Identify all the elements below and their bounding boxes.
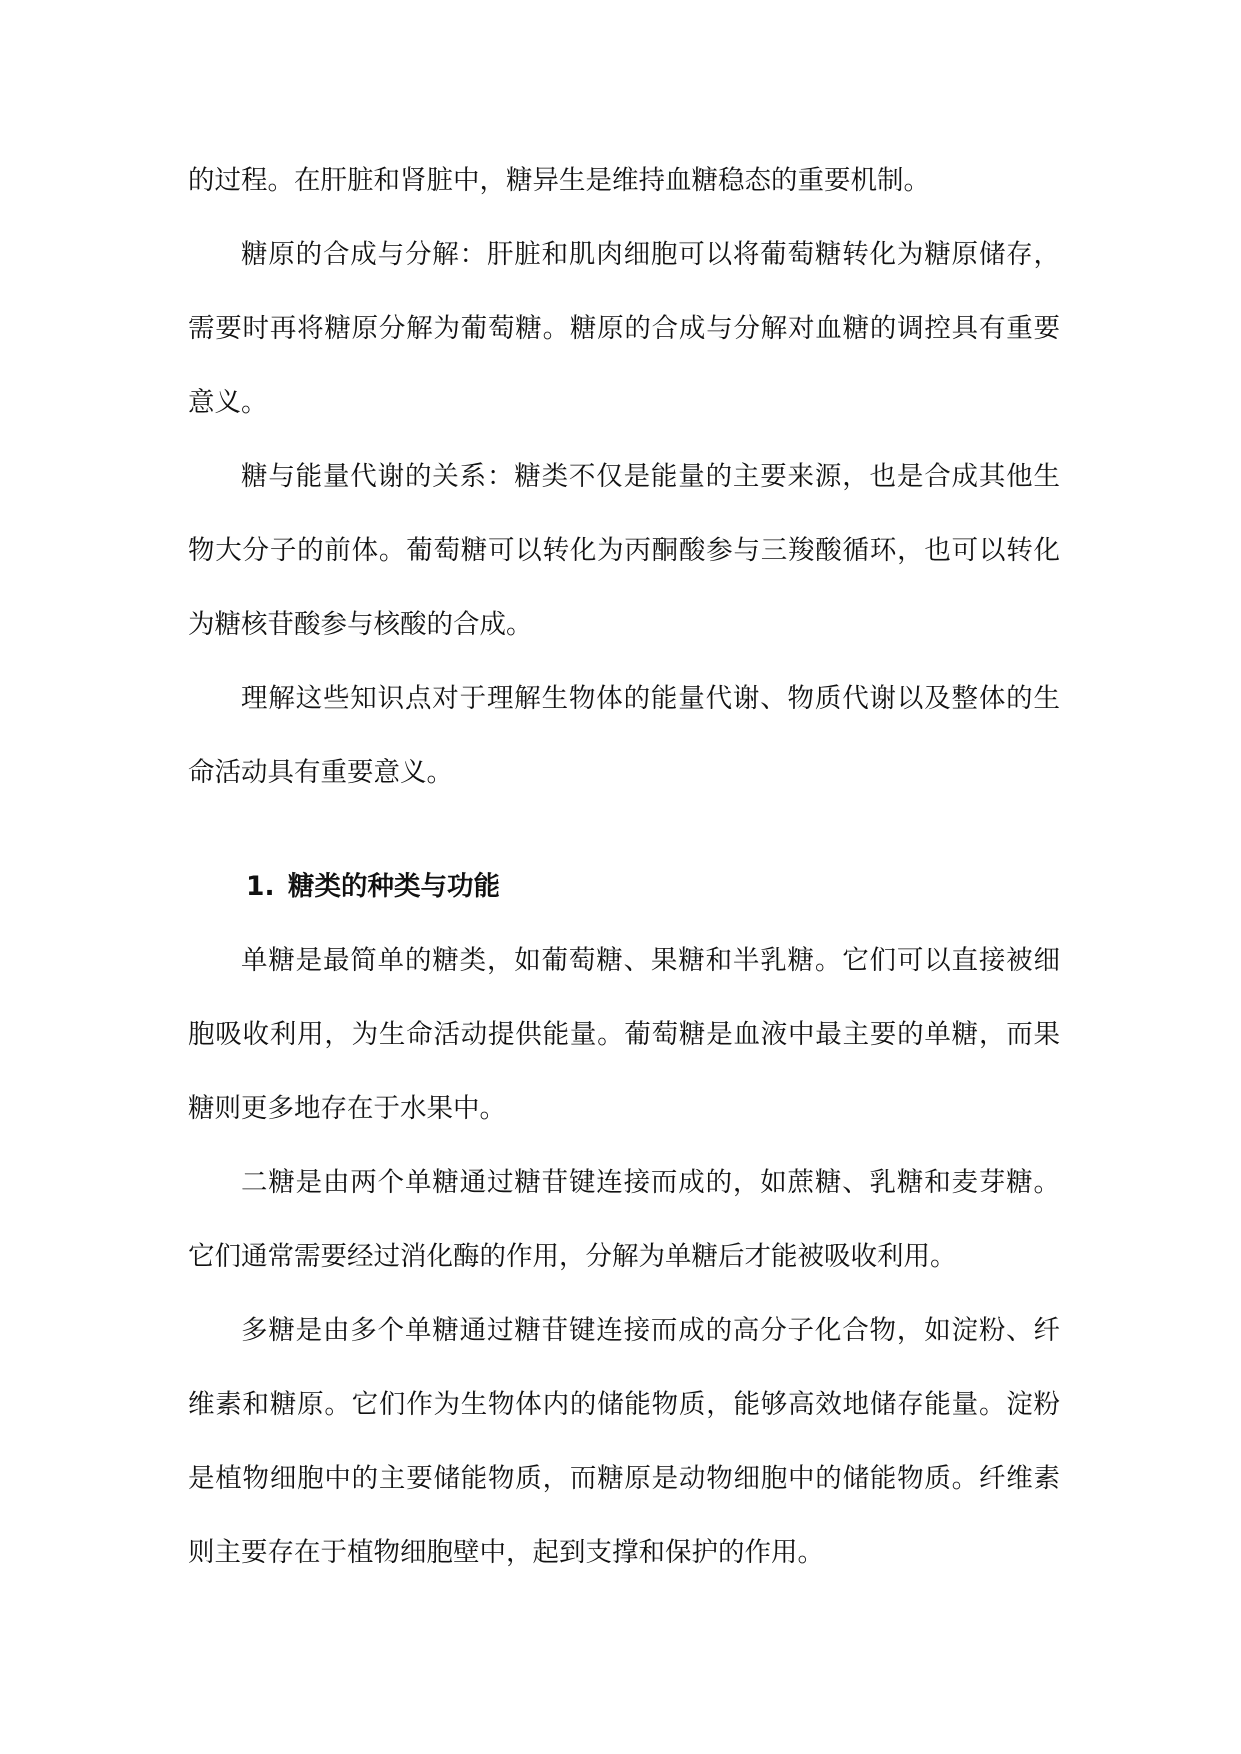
- paragraph-summary: 理解这些知识点对于理解生物体的能量代谢、物质代谢以及整体的生命活动具有重要意义。: [188, 683, 1060, 788]
- section-number: 1.: [246, 871, 275, 902]
- paragraph-monosaccharide: 单糖是最简单的糖类，如葡萄糖、果糖和半乳糖。它们可以直接被细胞吸收利用，为生命活动提供能量。葡萄糖是血液中最主要的单糖，而果糖则更多地存在于水果中。: [188, 945, 1060, 1124]
- section-title: 糖类的种类与功能: [288, 871, 500, 902]
- section-heading: [188, 850, 1060, 924]
- paragraph-continuation: 的过程。在肝脏和肾脏中，糖异生是维持血糖稳态的重要机制。: [188, 165, 930, 196]
- paragraph-polysaccharide: 多糖是由多个单糖通过糖苷键连接而成的高分子化合物，如淀粉、纤维素和糖原。它们作为生物体内的储能物质，能够高效地储存能量。淀粉是植物细胞中的主要储能物质，而糖原是动物细胞中的储能物质。纤维素则主要存在于植物细胞壁中，起到支撑和保护的作用。: [188, 1315, 1060, 1568]
- paragraph-energy-metabolism: 糖与能量代谢的关系：糖类不仅是能量的主要来源，也是合成其他生物大分子的前体。葡萄糖可以转化为丙酮酸参与三羧酸循环，也可以转化为糖核苷酸参与核酸的合成。: [188, 461, 1060, 640]
- paragraph-glycogen: 糖原的合成与分解：肝脏和肌肉细胞可以将葡萄糖转化为糖原储存，需要时再将糖原分解为葡萄糖。糖原的合成与分解对血糖的调控具有重要意义。: [188, 239, 1060, 418]
- paragraph-disaccharide: 二糖是由两个单糖通过糖苷键连接而成的，如蔗糖、乳糖和麦芽糖。它们通常需要经过消化酶的作用，分解为单糖后才能被吸收利用。: [188, 1167, 1060, 1272]
- document-body: [188, 144, 1060, 1590]
